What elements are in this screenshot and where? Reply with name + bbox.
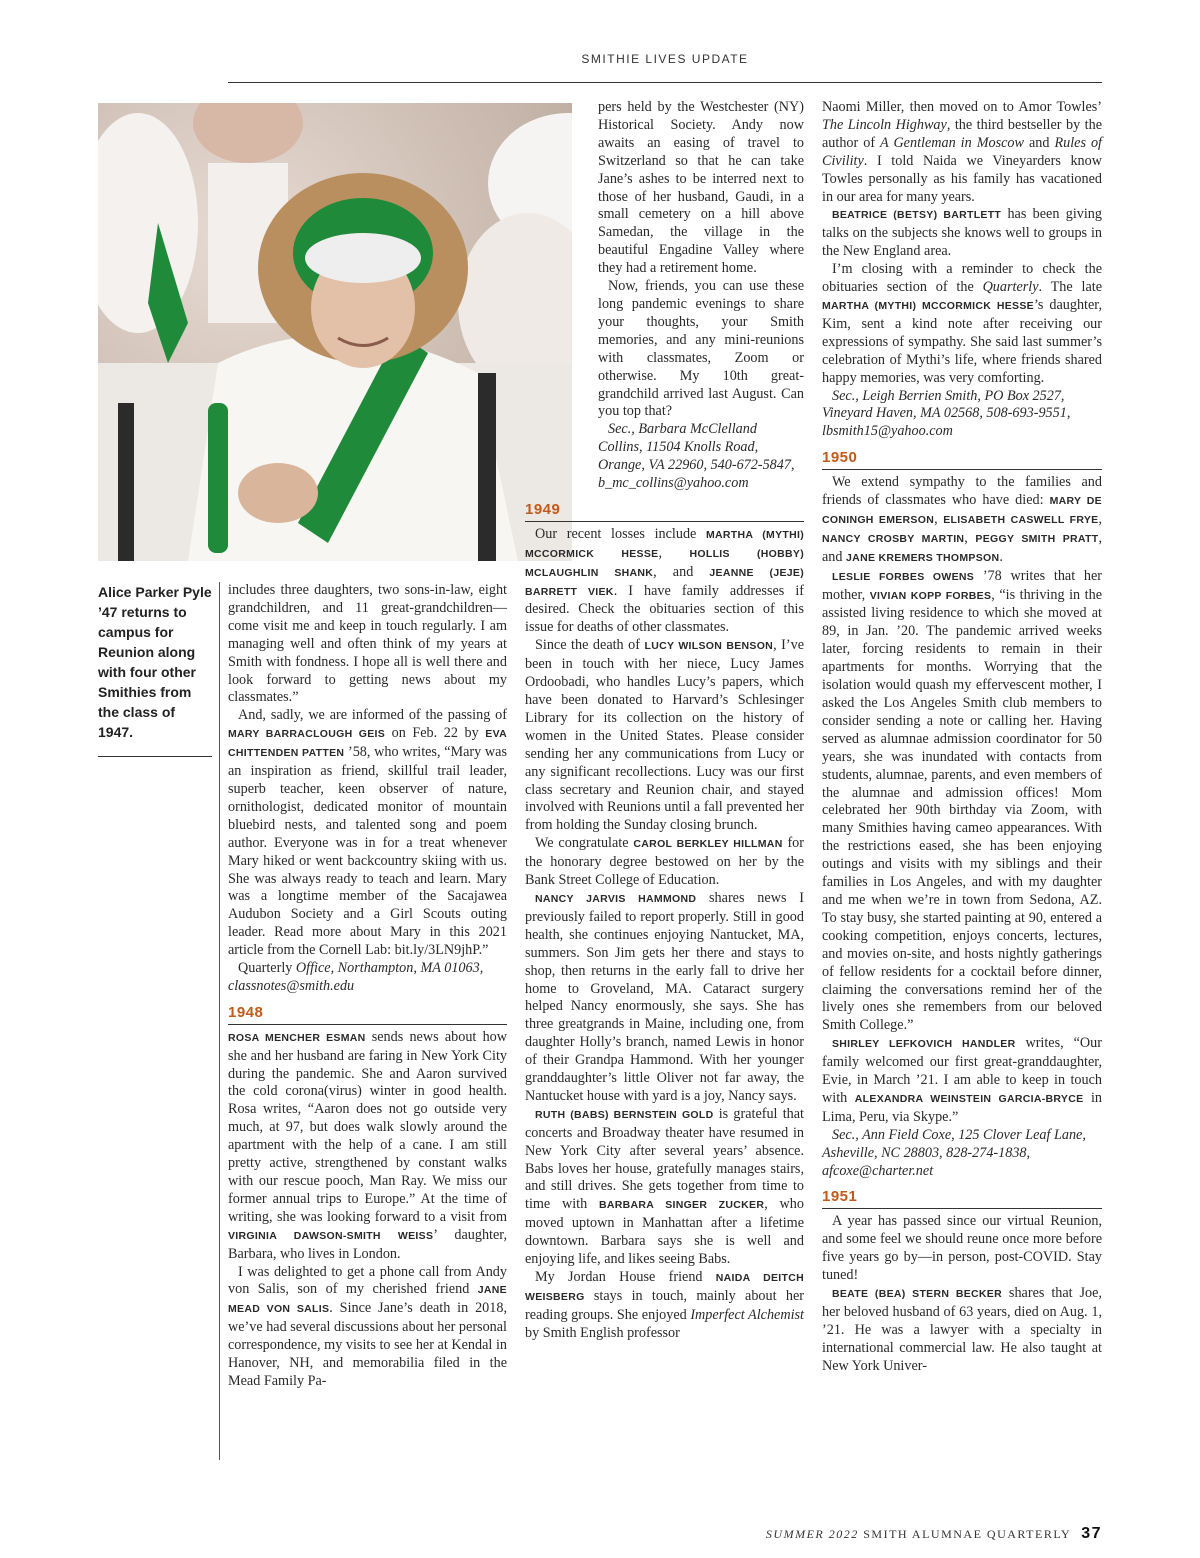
name-mention: BEATE (BEA) STERN BECKER [832,1288,1002,1300]
paragraph: Since the death of LUCY WILSON BENSON, I’ve been in touch with her niece, Lucy James Ordoobadi, who handles Lucy’s papers, which have been donated to Harvard’s Schlesinger Library for its collection on the history of women in the United States. Please consider sending her any communications from Lucy or any significant recollections. Lucy was our first class secretary and Reunion chair, and stayed involved with Reunions until a fall prevented her from holding the Sunday closing brunch. [525,637,805,834]
column-2 [525,99,804,1343]
class-secretary: Quarterly Office, Northampton, MA 01063, classnotes@smith.edu [228,960,484,994]
caption-rule [98,756,212,757]
reunion-photo-illustration [98,103,572,561]
footer-season: SUMMER 2022 [765,1527,859,1541]
paragraph: Naomi Miller, then moved on to Amor Towles’ The Lincoln Highway, the third bestseller by the author of A Gentleman in Moscow and Rules of Civility. I told Naida we Vineyarders know Towles personally as his family has vacationed in our area for many years. [822,99,1102,205]
name-mention: HOLLIS (HOBBY) MCLAUGHLIN SHANK [525,547,804,579]
name-mention: RUTH (BABS) BERNSTEIN GOLD [535,1108,714,1121]
name-mention: MARY BARRACLOUGH GEIS [228,728,386,741]
paragraph: Our recent losses include MARTHA (MYTHI) MCCORMICK HESSE, HOLLIS (HOBBY) MCLAUGHLIN SHANK, and JEANNE (JEJE) BARRETT VIEK. I have family addresses if desired. Check the obituaries section of this issue for deaths of other classmates. [525,525,805,636]
photo-caption: Alice Parker Pyle ’47 returns to campus for Reunion along with four other Smithies from the class of 1947. [98,584,212,740]
name-mention: MARY DE CONINGH EMERSON [822,495,1102,526]
name-mention: PEGGY SMITH PRATT [975,532,1099,545]
name-mention: VIVIAN KOPP FORBES [869,589,992,602]
name-mention: ROSA MENCHER ESMAN [228,1031,366,1044]
paragraph: And, sadly, we are informed of the passing of MARY BARRACLOUGH GEIS on Feb. 22 by EVA CHITTENDEN PATTEN ’58, who writes, “Mary was an inspiration as friend, skillful trail leader, superb teacher, keen observer of nature, ornithologist, dedicated monitor of mountain bluebird nests, and talented song and poem author. Everyone was in for a treat whenever Mary hiked or went backcountry skiing with us. She was always ready to teach and learn. Mary was a longtime member of the Sacajawea Audubon Society and a Girl Scouts outing leader. Read more about Mary in this 2021 article from the Cornell Lab: bit.ly/3LN9jhP.” [228,707,507,959]
page-number: 37 [1081,1525,1102,1542]
reunion-photo [98,103,572,561]
paragraph: BEATRICE (BETSY) BARTLETT has been giving talks on the subjects she knows well to groups in the New England area. [822,206,1102,260]
year-heading-1948: 1948 [228,1000,507,1025]
year-heading-1950: 1950 [822,445,1102,470]
paragraph: My Jordan House friend NAIDA DEITCH WEISBERG stays in touch, mainly about her reading groups. She enjoyed Imperfect Alchemist by Smith English professor [525,1269,804,1341]
page-footer [700,1525,1102,1543]
paragraph: LESLIE FORBES OWENS ’78 writes that her mother, VIVIAN KOPP FORBES, “is thriving in the assisted living residence to which she moved at 89, in Jan. ’20. The pandemic arrived weeks later, forcing residents to remain in their apartments for months. Worrying that the isolation would quash my effervescent mother, I asked the Los Angeles Smith club members to consider sending a note or calling her. Having served as alumnae admission coordinator for 50 years, she was inundated with contacts from students, alumnae, parents, and even members of the alumnae and admission offices! Mom celebrated her 90th birthday via Zoom, with many Smithies having cameo appearances. With the restrictions eased, she has been enjoying outings and visits with my siblings and their families in Los Angeles, and with my daughter and me when we’re in town from Sedona, AZ. To stay busy, she started painting at 90, entered a cooking competition, enjoys concerts, lectures, and movies on-site, and hosts nightly gatherings of fellow residents for a cocktail before dinner, claiming the conversations remind her of the lively ones she remembers from our beloved Smith College.” [822,567,1102,1034]
header-rule [228,82,1102,83]
name-mention: NAIDA DEITCH WEISBERG [525,1272,804,1303]
paragraph: includes three daughters, two sons-in-law, eight grandchildren, and 11 great-grandchildren—come visit me and keep in touch regularly. I am managing well and often think of my years at Smith with fondness. I hope all is well there and look forward to getting news about my classmates.” [228,582,507,706]
paragraph: RUTH (BABS) BERNSTEIN GOLD is grateful that concerts and Broadway theater have resumed in New York City after several years’ absence. Babs loves her house, gratefully manages stairs, and still drives. She gets together from time to time with BARBARA SINGER ZUCKER, who moved uptown in Manhattan after a lifetime downtown. Barbara says she is well and enjoying life, and likes seeing Babs. [525,1105,804,1268]
paragraph: A year has passed since our virtual Reunion, and some feel we should reune once more before five years go by—in person, post-COVID. Stay tuned! [822,1213,1102,1284]
name-mention: LUCY WILSON BENSON [644,640,774,653]
name-mention: MARTHA (MYTHI) MCCORMICK HESSE [822,299,1034,312]
name-mention: LESLIE FORBES OWENS [832,570,975,583]
paragraph: ROSA MENCHER ESMAN sends news about how she and her husband are faring in New York City during the pandemic. She and Aaron survived the cold corona(virus) winter in good health. Rosa writes, “Aaron does not go outside very much, at 97, but does walk slowly around the apartment with the help of a cane. I am still pretty active, strengthened by constant walks with our rescue pooch, Man Ray. We miss our former annual trips to Europe.” At the time of writing, she was looking forward to a visit from VIRGINIA DAWSON-SMITH WEISS’ daughter, Barbara, who lives in London. [228,1028,507,1262]
paragraph: We extend sympathy to the families and friends of classmates who have died: MARY DE CONINGH EMERSON, ELISABETH CASWELL FRYE, NANCY CROSBY MARTIN, PEGGY SMITH PRATT, and JANE KREMERS THOMPSON. [822,474,1102,565]
name-mention: JANE MEAD VON SALIS [228,1284,507,1316]
running-head: SMITHIE LIVES UPDATE [581,52,749,66]
column-1 [228,582,507,1391]
column-rule [219,582,220,1460]
name-mention: NANCY CROSBY MARTIN [822,532,965,545]
paragraph: I was delighted to get a phone call from Andy von Salis, son of my cherished friend JANE MEAD VON SALIS. Since Jane’s death in 2018, we’ve had several discussions about her personal correspondence, my visits to see her at Kendal in Hanover, NH, and memorabilia filed in the Mead Family Pa- [228,1263,508,1389]
name-mention: ALEXANDRA WEINSTEIN GARCIA-BRYCE [854,1092,1084,1105]
column-3 [822,99,1102,1376]
name-mention: EVA CHITTENDEN PATTEN [228,728,507,760]
class-secretary: Sec., Leigh Berrien Smith, PO Box 2527, Vineyard Haven, MA 02568, 508-693-9551, lbsmith15@yahoo.com [822,387,1071,440]
year-heading-1951: 1951 [822,1184,1102,1209]
class-secretary: Sec., Barbara McClelland Collins, 11504 Knolls Road, Orange, VA 22960, 540-672-5847, b_mc_collins@yahoo.com [598,421,795,492]
paragraph: Now, friends, you can use these long pandemic evenings to share your thoughts, your Smith memories, and any mini-reunions with classmates, Zoom or otherwise. My 10th great-grandchild arrived last August. Can you top that? [598,278,804,420]
footer-magazine: SMITH ALUMNAE QUARTERLY [863,1527,1071,1541]
name-mention: JANE KREMERS THOMPSON [846,551,1000,564]
paragraph: NANCY JARVIS HAMMOND shares news I previously failed to report properly. Still in good health, she continues enjoying Nantucket, MA, summers. Son Jim gets her there and stays to shop, then returns in the early fall to drive her home to Groveland, MA. Cataract surgery helped Nancy enormously, she says. She has three greatgrands in Maine, including one, from daughter Holly’s branch, named Lewis in honor of their Grandpa Hammond. With her younger granddaughter’s little Oliver not far away, the Nantucket house with yard is a joy, Nancy says. [525,889,804,1104]
paragraph: We congratulate CAROL BERKLEY HILLMAN for the honorary degree bestowed on her by the Bank Street College of Education. [525,835,804,889]
name-mention: MARTHA (MYTHI) MCCORMICK HESSE [525,528,804,560]
name-mention: BARBARA SINGER ZUCKER [598,1199,765,1212]
paragraph: BEATE (BEA) STERN BECKER shares that Joe, her beloved husband of 63 years, died on Aug. 1, ’21. He was a lawyer with a specialty in international commercial law. He also taught at New York Univer- [822,1285,1102,1374]
paragraph: SHIRLEY LEFKOVICH HANDLER writes, “Our family welcomed our first great-granddaughter, Evie, in March ’21. I am able to keep in touch with ALEXANDRA WEINSTEIN GARCIA-BRYCE in Lima, Peru, via Skype.” [822,1035,1103,1125]
name-mention: JEANNE (JEJE) BARRETT VIEK [525,566,805,598]
name-mention: CAROL BERKLEY HILLMAN [633,838,783,851]
class-secretary: Sec., Ann Field Coxe, 125 Clover Leaf Lane, Asheville, NC 28803, 828-274-1838, afcoxe@charter.net [822,1126,1086,1179]
paragraph: I’m closing with a reminder to check the obituaries section of the Quarterly. The late MARTHA (MYTHI) MCCORMICK HESSE’s daughter, Kim, sent a kind note after receiving our expressions of sympathy. She said last summer’s celebration of Mythi’s life, where friends shared happy memories, was very comforting. [822,261,1103,386]
name-mention: NANCY JARVIS HAMMOND [535,892,697,905]
name-mention: SHIRLEY LEFKOVICH HANDLER [832,1038,1016,1051]
year-heading-1949: 1949 [525,497,804,522]
name-mention: BEATRICE (BETSY) BARTLETT [832,209,1002,222]
name-mention: VIRGINIA DAWSON-SMITH WEISS [228,1229,434,1242]
name-mention: ELISABETH CASWELL FRYE [943,513,1099,526]
paragraph: pers held by the Westchester (NY) Historical Society. Andy now awaits an easing of travel to Switzerland so that he can take Jane’s ashes to be interred next to those of her husband, Gaudi, in a small cemetery on a hill above Samedan, the village in the beautiful Engadine Valley where they had a retirement home. [598,99,804,277]
